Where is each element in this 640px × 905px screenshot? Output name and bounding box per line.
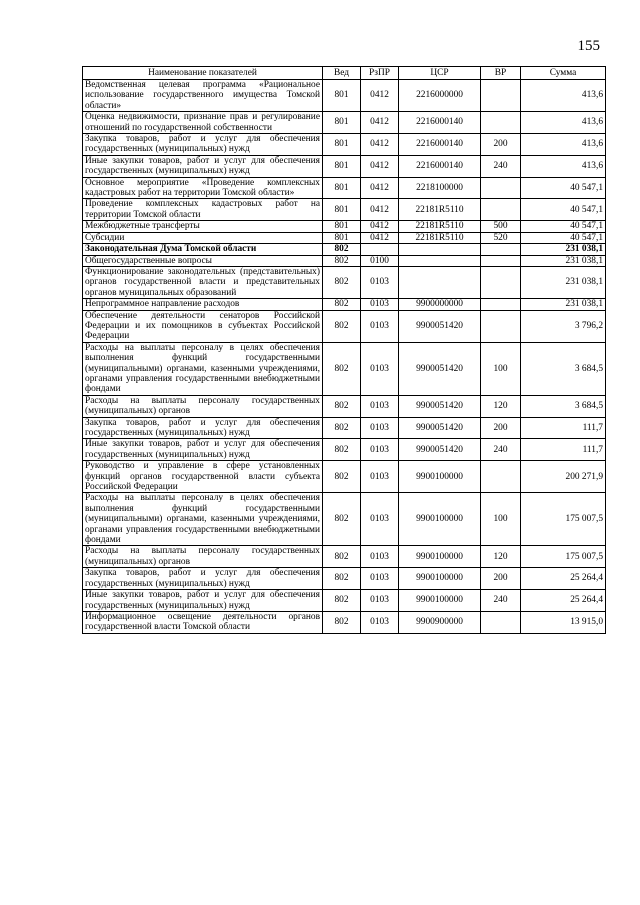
cell-vr <box>481 461 521 493</box>
cell-sum: 175 007,5 <box>521 493 606 546</box>
cell-rzpr: 0103 <box>361 310 399 342</box>
cell-name: Расходы на выплаты персоналу государственных (муниципальных) органов <box>83 395 323 417</box>
cell-name: Непрограммное направление расходов <box>83 299 323 310</box>
cell-rzpr: 0103 <box>361 590 399 612</box>
cell-vr <box>481 199 521 221</box>
table-row <box>83 310 606 342</box>
cell-sum: 200 271,9 <box>521 461 606 493</box>
cell-sum: 25 264,4 <box>521 568 606 590</box>
cell-sum: 231 038,1 <box>521 244 606 255</box>
cell-vr: 200 <box>481 568 521 590</box>
cell-ved: 802 <box>323 461 361 493</box>
cell-rzpr: 0103 <box>361 568 399 590</box>
cell-name: Закупка товаров, работ и услуг для обеспечения государственных (муниципальных) нужд <box>83 417 323 439</box>
cell-vr <box>481 244 521 255</box>
cell-name: Оценка недвижимости, признание прав и регулирование отношений по государственной собственности <box>83 112 323 134</box>
table-row <box>83 177 606 199</box>
cell-rzpr: 0412 <box>361 177 399 199</box>
table-row <box>83 255 606 266</box>
cell-ved: 802 <box>323 266 361 298</box>
table-row <box>83 439 606 461</box>
cell-ved: 801 <box>323 177 361 199</box>
cell-vr <box>481 255 521 266</box>
column-header-ved: Вед <box>323 67 361 80</box>
cell-rzpr: 0103 <box>361 266 399 298</box>
header-row <box>83 67 606 80</box>
cell-ved: 801 <box>323 232 361 243</box>
cell-name: Ведомственная целевая программа «Рациональное использование государственного имущества Томской области» <box>83 80 323 112</box>
cell-name: Субсидии <box>83 232 323 243</box>
cell-sum: 13 915,0 <box>521 611 606 633</box>
cell-ved: 802 <box>323 395 361 417</box>
cell-vr: 240 <box>481 439 521 461</box>
cell-vr <box>481 112 521 134</box>
cell-vr <box>481 611 521 633</box>
cell-rzpr: 0103 <box>361 461 399 493</box>
column-header-rzpr: РзПР <box>361 67 399 80</box>
cell-ved: 802 <box>323 310 361 342</box>
cell-vr: 200 <box>481 134 521 156</box>
cell-name: Иные закупки товаров, работ и услуг для обеспечения государственных (муниципальных) нужд <box>83 155 323 177</box>
cell-csr: 9900900000 <box>399 611 481 633</box>
cell-rzpr: 0412 <box>361 221 399 232</box>
cell-csr <box>399 255 481 266</box>
cell-sum: 3 684,5 <box>521 395 606 417</box>
cell-vr: 120 <box>481 546 521 568</box>
cell-name: Межбюджетные трансферты <box>83 221 323 232</box>
table-row <box>83 244 606 255</box>
cell-rzpr: 0103 <box>361 611 399 633</box>
cell-csr: 9900051420 <box>399 342 481 395</box>
table-row <box>83 568 606 590</box>
cell-vr: 500 <box>481 221 521 232</box>
column-header-name: Наименование показателей <box>83 67 323 80</box>
cell-vr: 240 <box>481 155 521 177</box>
cell-sum: 413,6 <box>521 134 606 156</box>
cell-csr: 2216000000 <box>399 80 481 112</box>
table-row <box>83 134 606 156</box>
cell-rzpr: 0103 <box>361 439 399 461</box>
cell-rzpr: 0412 <box>361 112 399 134</box>
cell-csr: 22181R5110 <box>399 221 481 232</box>
cell-sum: 40 547,1 <box>521 177 606 199</box>
table-body <box>83 80 606 634</box>
cell-sum: 111,7 <box>521 417 606 439</box>
cell-ved: 802 <box>323 611 361 633</box>
table-row <box>83 266 606 298</box>
cell-ved: 801 <box>323 80 361 112</box>
cell-rzpr: 0412 <box>361 80 399 112</box>
table-row <box>83 80 606 112</box>
column-header-vr: ВР <box>481 67 521 80</box>
table-row <box>83 342 606 395</box>
cell-csr: 9900100000 <box>399 568 481 590</box>
cell-ved: 802 <box>323 568 361 590</box>
cell-ved: 801 <box>323 199 361 221</box>
cell-sum: 111,7 <box>521 439 606 461</box>
table-row <box>83 590 606 612</box>
column-header-sum: Сумма <box>521 67 606 80</box>
cell-name: Расходы на выплаты персоналу в целях обеспечения выполнения функций государственными (муниципальными) органами, казенными учреждениями, органами управления государственными внебюджетными фондами <box>83 342 323 395</box>
cell-sum: 40 547,1 <box>521 221 606 232</box>
cell-sum: 231 038,1 <box>521 266 606 298</box>
cell-vr: 200 <box>481 417 521 439</box>
table-row <box>83 493 606 546</box>
cell-name: Закупка товаров, работ и услуг для обеспечения государственных (муниципальных) нужд <box>83 568 323 590</box>
column-header-csr: ЦСР <box>399 67 481 80</box>
cell-rzpr: 0103 <box>361 417 399 439</box>
cell-sum: 25 264,4 <box>521 590 606 612</box>
table-row <box>83 221 606 232</box>
cell-rzpr: 0103 <box>361 546 399 568</box>
cell-name: Расходы на выплаты персоналу государственных (муниципальных) органов <box>83 546 323 568</box>
cell-sum: 175 007,5 <box>521 546 606 568</box>
cell-vr <box>481 266 521 298</box>
cell-ved: 802 <box>323 255 361 266</box>
cell-vr <box>481 299 521 310</box>
cell-sum: 413,6 <box>521 155 606 177</box>
cell-csr: 9900100000 <box>399 590 481 612</box>
cell-csr: 9900100000 <box>399 546 481 568</box>
cell-sum: 40 547,1 <box>521 199 606 221</box>
table-row <box>83 232 606 243</box>
table-row <box>83 417 606 439</box>
cell-rzpr <box>361 244 399 255</box>
cell-ved: 802 <box>323 417 361 439</box>
cell-name: Обеспечение деятельности сенаторов Российской Федерации и их помощников в субъектах Российской Федерации <box>83 310 323 342</box>
page-number: 155 <box>577 38 600 54</box>
cell-sum: 3 684,5 <box>521 342 606 395</box>
budget-table <box>82 66 606 634</box>
cell-name: Функционирование законодательных (представительных) органов государственной власти и представительных органов муниципальных образований <box>83 266 323 298</box>
table-row <box>83 395 606 417</box>
cell-csr: 9900051420 <box>399 395 481 417</box>
cell-name: Информационное освещение деятельности органов государственной власти Томской области <box>83 611 323 633</box>
cell-name: Иные закупки товаров, работ и услуг для обеспечения государственных (муниципальных) нужд <box>83 439 323 461</box>
cell-ved: 802 <box>323 342 361 395</box>
cell-rzpr: 0412 <box>361 199 399 221</box>
cell-csr: 9900100000 <box>399 493 481 546</box>
cell-vr <box>481 310 521 342</box>
cell-sum: 40 547,1 <box>521 232 606 243</box>
cell-vr: 520 <box>481 232 521 243</box>
cell-name: Проведение комплексных кадастровых работ на территории Томской области <box>83 199 323 221</box>
cell-vr: 100 <box>481 342 521 395</box>
table-header <box>83 67 606 80</box>
cell-sum: 3 796,2 <box>521 310 606 342</box>
cell-csr: 2216000140 <box>399 134 481 156</box>
table-row <box>83 611 606 633</box>
cell-rzpr: 0412 <box>361 155 399 177</box>
cell-csr <box>399 244 481 255</box>
cell-name: Законодательная Дума Томской области <box>83 244 323 255</box>
cell-vr: 240 <box>481 590 521 612</box>
cell-ved: 801 <box>323 221 361 232</box>
cell-csr: 2216000140 <box>399 112 481 134</box>
cell-csr <box>399 266 481 298</box>
cell-rzpr: 0103 <box>361 395 399 417</box>
cell-sum: 231 038,1 <box>521 255 606 266</box>
cell-name: Руководство и управление в сфере установленных функций органов государственной власти субъекта Российской Федерации <box>83 461 323 493</box>
cell-ved: 801 <box>323 134 361 156</box>
cell-vr <box>481 177 521 199</box>
table-row <box>83 299 606 310</box>
cell-rzpr: 0100 <box>361 255 399 266</box>
cell-csr: 2218100000 <box>399 177 481 199</box>
cell-csr: 9900000000 <box>399 299 481 310</box>
cell-ved: 801 <box>323 155 361 177</box>
cell-ved: 802 <box>323 546 361 568</box>
cell-ved: 801 <box>323 112 361 134</box>
cell-csr: 9900100000 <box>399 461 481 493</box>
cell-ved: 802 <box>323 244 361 255</box>
cell-sum: 413,6 <box>521 80 606 112</box>
table-row <box>83 155 606 177</box>
cell-vr: 120 <box>481 395 521 417</box>
cell-rzpr: 0412 <box>361 232 399 243</box>
cell-sum: 413,6 <box>521 112 606 134</box>
cell-csr: 9900051420 <box>399 439 481 461</box>
cell-name: Закупка товаров, работ и услуг для обеспечения государственных (муниципальных) нужд <box>83 134 323 156</box>
cell-csr: 2216000140 <box>399 155 481 177</box>
cell-rzpr: 0103 <box>361 342 399 395</box>
cell-rzpr: 0103 <box>361 299 399 310</box>
table-row <box>83 112 606 134</box>
table-row <box>83 461 606 493</box>
cell-name: Расходы на выплаты персоналу в целях обеспечения выполнения функций государственными (муниципальными) органами, казенными учреждениями, органами управления государственными внебюджетными фондами <box>83 493 323 546</box>
cell-csr: 9900051420 <box>399 417 481 439</box>
cell-name: Иные закупки товаров, работ и услуг для обеспечения государственных (муниципальных) нужд <box>83 590 323 612</box>
cell-name: Общегосударственные вопросы <box>83 255 323 266</box>
cell-rzpr: 0412 <box>361 134 399 156</box>
table-row <box>83 546 606 568</box>
cell-name: Основное мероприятие «Проведение комплексных кадастровых работ на территории Томской области» <box>83 177 323 199</box>
cell-ved: 802 <box>323 493 361 546</box>
cell-sum: 231 038,1 <box>521 299 606 310</box>
cell-rzpr: 0103 <box>361 493 399 546</box>
cell-ved: 802 <box>323 439 361 461</box>
cell-vr: 100 <box>481 493 521 546</box>
cell-csr: 22181R5110 <box>399 199 481 221</box>
cell-ved: 802 <box>323 299 361 310</box>
cell-vr <box>481 80 521 112</box>
table-row <box>83 199 606 221</box>
cell-ved: 802 <box>323 590 361 612</box>
cell-csr: 9900051420 <box>399 310 481 342</box>
cell-csr: 22181R5110 <box>399 232 481 243</box>
